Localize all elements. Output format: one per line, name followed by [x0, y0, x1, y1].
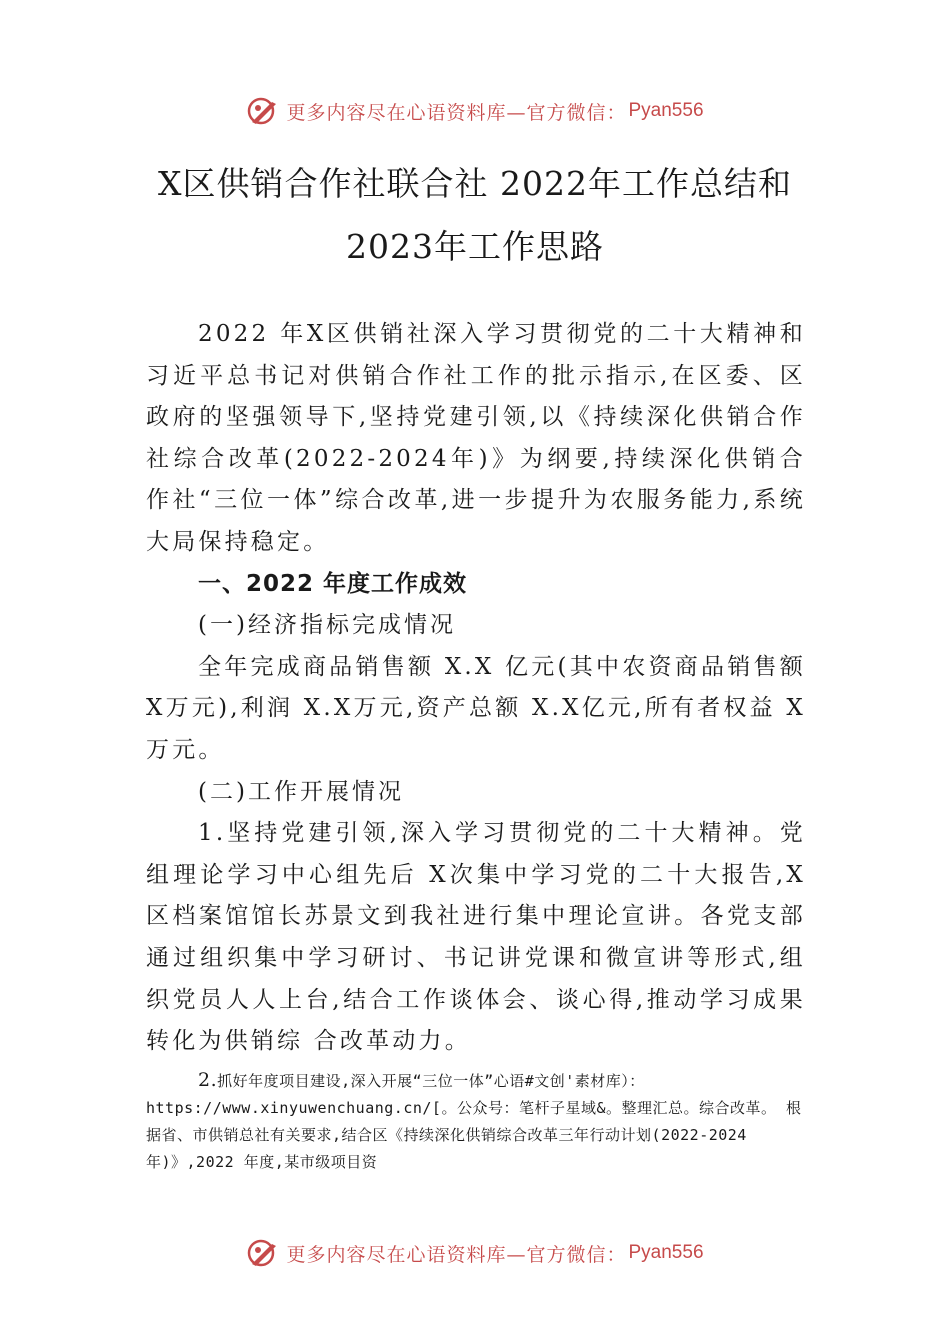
watermark-header: [0, 96, 950, 126]
watermark-wechat-id: Pyan556: [628, 1242, 704, 1263]
economic-indicators-paragraph: 全年完成商品销售额 X.X 亿元(其中农资商品销售额 X万元),利润 X.X万元,资产总额 X.X亿元,所有者权益 X万元。: [146, 653, 806, 763]
intro-paragraph: 2022 年X区供销社深入学习贯彻党的二十大精神和习近平总书记对供销合作社工作的批示指示,在区委、区政府的坚强领导下,坚持党建引领,以《持续深化供销合作社综合改革(2022-2024年)》为纲要,持续深化供销合作社“三位一体”综合改革,进一步提升为农服务能力,系统大局保持稳定。: [146, 321, 806, 555]
pen-logo-icon: [246, 96, 280, 126]
subsection-heading-2: (二)工作开展情况: [198, 778, 404, 805]
document-body: [146, 314, 806, 1176]
work-item-2-number: 2.: [198, 1068, 218, 1091]
watermark-footer: [0, 1238, 950, 1268]
watermark-text: 更多内容尽在心语资料库—官方微信：: [286, 101, 627, 124]
pen-logo-icon: [246, 1238, 280, 1268]
work-item-2-text: 抓好年度项目建设,深入开展“三位一体”心语#文创'素材库）：https://www.xinyuwenchuang.cn/[。公众号：笔杆子星域&。整理汇总。综合改革。 根据省、市供销总社有关要求,结合区《持续深化供销综合改革三年行动计划(2022-2024年)》,2022 年度,某市级项目资: [146, 1071, 802, 1171]
section-heading-1: 一、2022 年度工作成效: [198, 570, 468, 597]
subsection-heading-1: (一)经济指标完成情况: [198, 612, 456, 639]
document-title-line1: X区供销合作社联合社 2022年工作总结和: [158, 164, 792, 203]
document-title-line2: 2023年工作思路: [346, 227, 604, 266]
watermark-text: 更多内容尽在心语资料库—官方微信：: [286, 1243, 627, 1266]
work-item-2-paragraph: [146, 1067, 806, 1176]
work-item-1-paragraph: 1.坚持党建引领,深入学习贯彻党的二十大精神。党组理论学习中心组先后 X次集中学习党的二十大报告,X区档案馆馆长苏景文到我社进行集中理论宣讲。各党支部通过组织集中学习研讨、书记讲党课和微宣讲等形式,组织党员人人上台,结合工作谈体会、谈心得,推动学习成果转化为供销综 合改革动力。: [146, 820, 806, 1055]
watermark-wechat-id: Pyan556: [628, 100, 704, 121]
